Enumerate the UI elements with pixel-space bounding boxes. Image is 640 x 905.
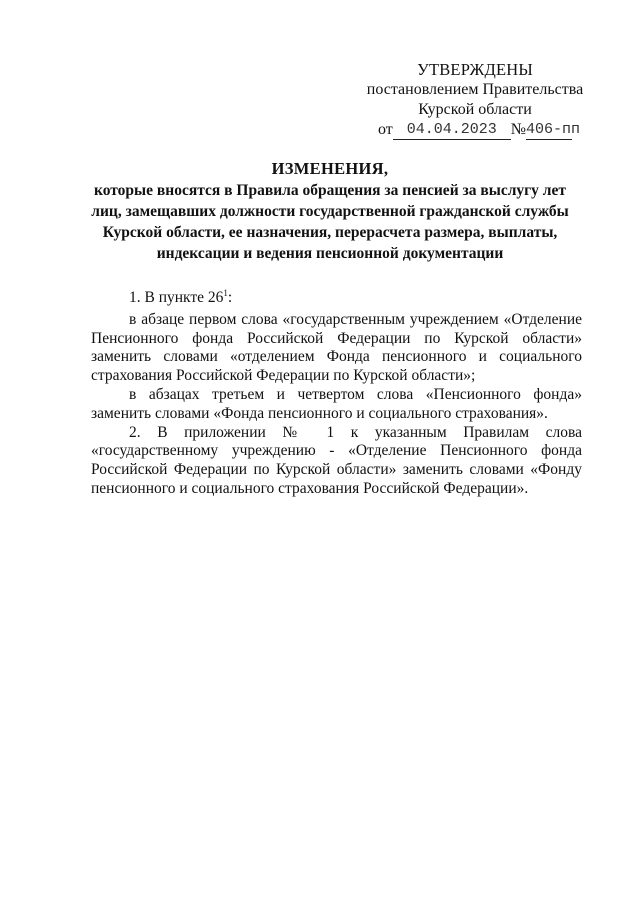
title-line-4: индексации и ведения пенсионной документации — [156, 245, 504, 262]
approval-stamp-block — [360, 60, 590, 140]
approval-date: 04.04.2023 — [393, 121, 511, 140]
number-prefix: № — [510, 121, 527, 138]
approval-date-number-line — [360, 120, 590, 140]
document-body — [91, 289, 582, 499]
title-main: ИЗМЕНЕНИЯ, — [271, 159, 389, 178]
title-line-1: которые вносятся в Правила обращения за пенсией за выслугу лет — [93, 182, 567, 199]
item-1-paragraph-2: в абзацах третьем и четвертом слова «Пенсионного фонда» заменить словами «Фонда пенсионного и социального страхования». — [91, 385, 582, 422]
title-line-3: Курской области, ее назначения, перерасчета размера, выплаты, — [102, 224, 558, 241]
document-title — [80, 158, 580, 264]
item-2-paragraph: 2. В приложении № 1 к указанным Правилам слова «государственному учреждению - «Отделение Пенсионного фонда Российской Федерации по Курской области» заменить словами «Фонду пенсионного и социального страхования Российской Федерации». — [91, 423, 582, 497]
item-1-heading: 1. В пункте $26^1$: — [129, 288, 233, 306]
title-line-2: лиц, замещавших должности государственной гражданской службы — [91, 203, 569, 220]
approval-heading: УТВЕРЖДЕНЫ — [417, 60, 533, 79]
approval-number: 406-пп — [526, 121, 581, 138]
item-1-paragraph-1: в абзаце первом слова «государственным учреждением «Отделение Пенсионного фонда Российской Федерации по Курской области» заменить словами «отделением Фонда пенсионного и социального страхования Российской Федерации по Курской области»; — [91, 310, 582, 385]
approval-line-2: Курской области — [418, 101, 532, 118]
date-prefix: от — [377, 121, 393, 138]
superscript-marker: 1 — [223, 288, 228, 298]
approval-line-1: постановлением Правительства — [366, 81, 584, 98]
